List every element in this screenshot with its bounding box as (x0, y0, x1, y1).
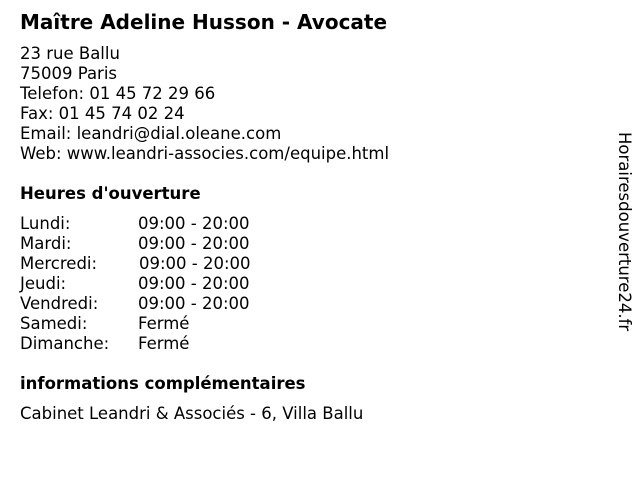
watermark (614, 132, 634, 372)
hours-value: Fermé (138, 334, 190, 353)
page-title: Maître Adeline Husson - Avocate (20, 10, 388, 34)
hours-heading: Heures d'ouverture (20, 184, 201, 203)
day-label: Mercredi: (20, 254, 98, 273)
day-label: Lundi: (20, 214, 71, 233)
day-label: Dimanche: (20, 334, 110, 353)
hours-value: 09:00 - 20:00 (138, 214, 250, 233)
fax-number: Fax: 01 45 74 02 24 (20, 104, 185, 123)
watermark-text: Horairesdouverture24.fr (615, 132, 634, 332)
email-address: Email: leandri@dial.oleane.com (20, 124, 282, 143)
day-label: Vendredi: (20, 294, 99, 313)
hours-value: 09:00 - 20:00 (139, 254, 251, 273)
info-heading: informations complémentaires (20, 374, 306, 393)
address-street: 23 rue Ballu (20, 44, 120, 63)
address-block (20, 44, 389, 164)
hours-value: 09:00 - 20:00 (138, 234, 250, 253)
day-label: Jeudi: (20, 274, 67, 293)
day-label: Samedi: (20, 314, 88, 333)
address-city: 75009 Paris (20, 64, 118, 83)
web-address: Web: www.leandri-associes.com/equipe.html (20, 144, 390, 163)
hours-value: Fermé (138, 314, 190, 333)
day-label: Mardi: (20, 234, 72, 253)
phone-number: Telefon: 01 45 72 29 66 (20, 84, 216, 103)
hours-value: 09:00 - 20:00 (138, 274, 250, 293)
hours-value: 09:00 - 20:00 (138, 294, 250, 313)
info-text: Cabinet Leandri & Associés - 6, Villa Ballu (20, 404, 364, 423)
